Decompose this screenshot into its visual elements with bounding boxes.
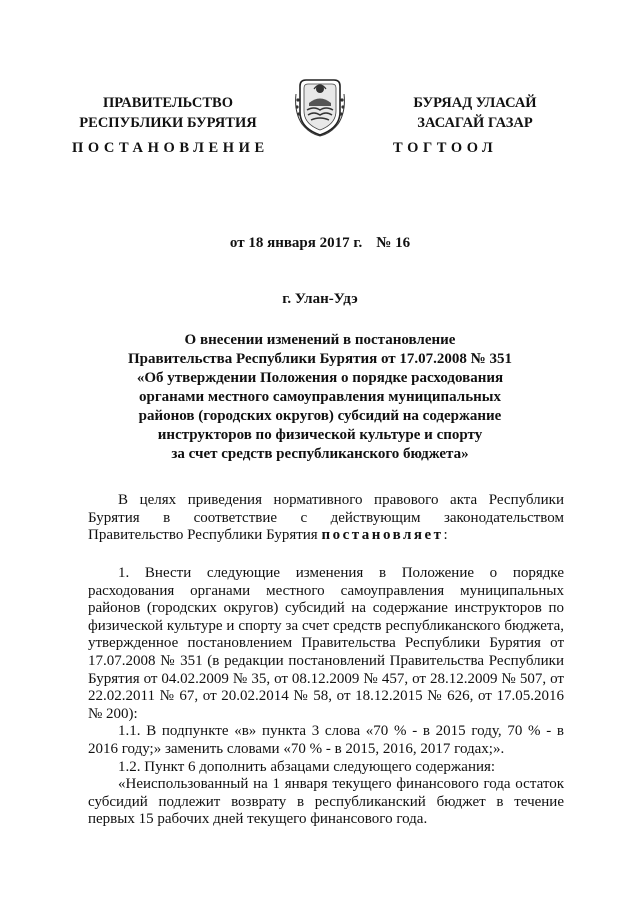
preamble-end: : — [443, 527, 448, 544]
header-right-line2: ЗАСАГАЙ ГАЗАР — [417, 115, 533, 131]
preamble — [88, 492, 564, 545]
document-body — [88, 565, 564, 829]
title-line: инструкторов по физической культуре и спорту — [157, 427, 483, 443]
title-line: органами местного самоуправления муниципальных — [139, 389, 501, 405]
header-left — [68, 93, 268, 133]
title-line: «Об утверждении Положения о порядке расходования — [136, 370, 504, 386]
doc-type-right: ТОГТООЛ — [393, 140, 498, 156]
header-left-line1: ПРАВИТЕЛЬСТВО — [103, 95, 233, 111]
paragraph-item-1: 1. Внести следующие изменения в Положение о порядке расходования органами местного самоуправления муниципальных районов (городских округов) субсидий на содержание инструкторов по физической культуре и спорту за счет средств республиканского бюджета, утвержденное постановлением Правительства Республики Бурятия от 17.07.2008 № 351 (в редакции постановлений Правительства Республики Бурятия от 04.02.2009 № 35, от 08.12.2009 № 457, от 28.12.2009 № 507, от 22.02.2011 № 67, от 20.02.2014 № 58, от 18.12.2015 № 626, от 17.05.2016 № 200): — [88, 565, 564, 722]
paragraph-item-1-1: 1.1. В подпункте «в» пункта 3 слова «70 % - в 2015 году, 70 % - в 2016 году;» заменить словами «70 % - в 2015, 2016, 2017 годах;». — [88, 723, 564, 757]
header-right-line1: БУРЯАД УЛАСАЙ — [413, 95, 537, 111]
document-title — [110, 331, 530, 464]
paragraph-item-1-2: 1.2. Пункт 6 дополнить абзацами следующего содержания: — [118, 758, 496, 775]
preamble-verb: постановляет — [321, 527, 444, 544]
doc-type-left: ПОСТАНОВЛЕНИЕ — [72, 140, 269, 156]
city: г. Улан-Удэ — [282, 291, 358, 307]
header-left-line2: РЕСПУБЛИКИ БУРЯТИЯ — [79, 115, 257, 131]
date-line — [0, 235, 640, 252]
title-line: районов (городских округов) субсидий на содержание — [138, 408, 502, 424]
preamble-text: В целях приведения нормативного правового акта Республики Бурятия в соответствие с действующим законодательством Правительство Республики Бурятия — [88, 492, 564, 544]
header-right — [375, 93, 575, 133]
document-number: № 16 — [376, 235, 411, 251]
title-line: О внесении изменений в постановление — [184, 332, 456, 348]
document-date: от 18 января 2017 г. — [229, 235, 363, 251]
title-line: Правительства Республики Бурятия от 17.07.2008 № 351 — [127, 351, 512, 367]
coat-of-arms-icon — [292, 72, 348, 138]
title-line: за счет средств республиканского бюджета» — [171, 446, 469, 462]
paragraph-quote: «Неиспользованный на 1 января текущего финансового года остаток субсидий подлежит возврату в республиканский бюджет в течение первых 15 рабочих дней текущего финансового года. — [88, 776, 564, 828]
